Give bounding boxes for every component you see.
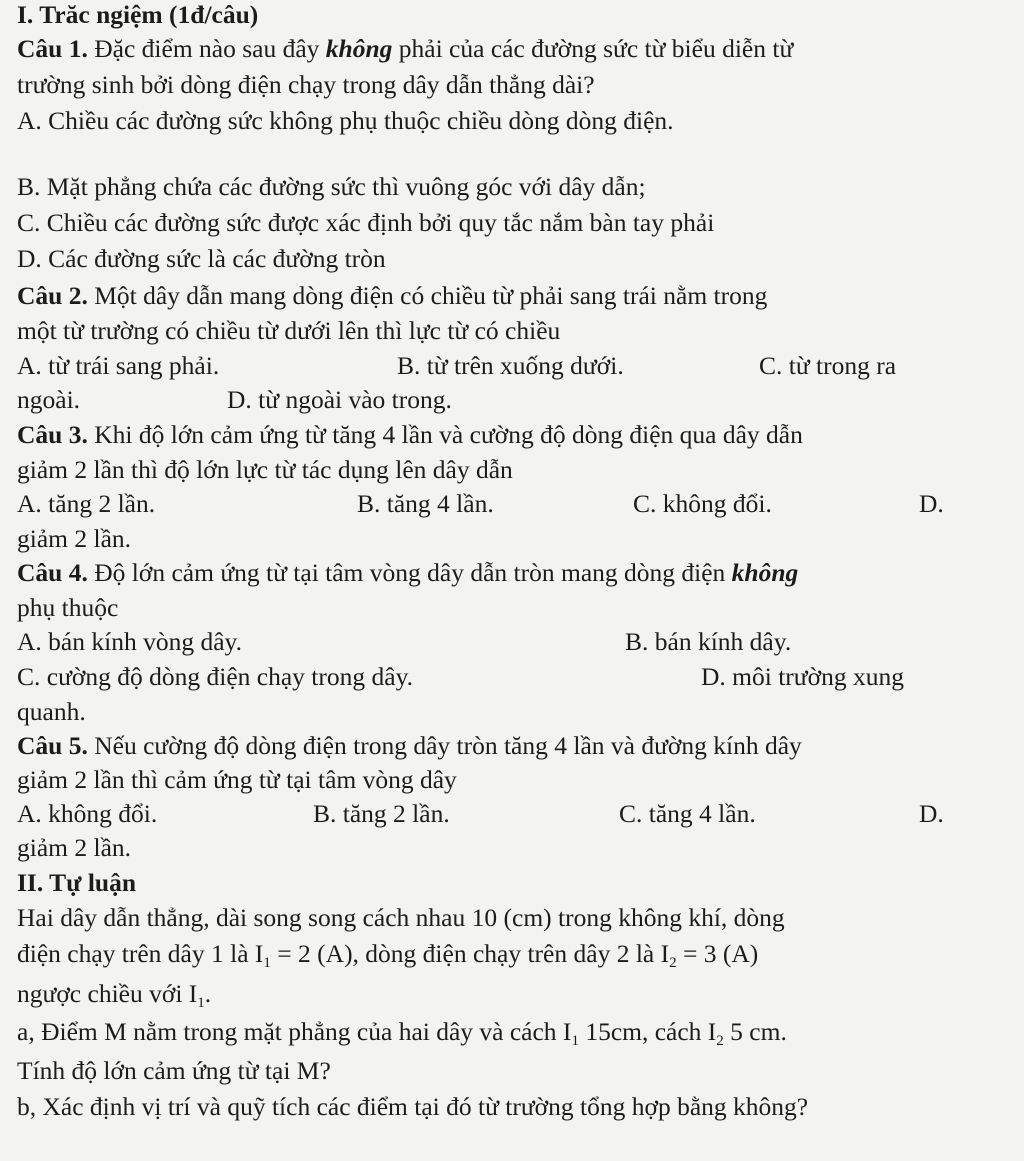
q1-option-b: B. Mặt phẳng chứa các đường sức thì vuông góc với dây dẫn; xyxy=(17,172,646,201)
section2-p2-b: = 2 (A), dòng điện chạy trên dây 2 là I xyxy=(270,939,670,968)
q1-stem xyxy=(17,34,954,64)
q4-option-a: A. bán kính vòng dây. xyxy=(17,627,242,656)
q3-option-a: A. tăng 2 lần. xyxy=(17,489,156,518)
part-b: b, Xác định vị trí và quỹ tích các điểm tại đó từ trường tổng hợp bằng không? xyxy=(17,1092,809,1121)
current-2-subscript: 2 xyxy=(669,955,677,971)
q1-emphasis: không xyxy=(325,34,393,63)
q2-option-b: B. từ trên xuống dưới. xyxy=(397,351,624,380)
q2-stem-line2: một từ trường có chiều từ dưới lên thì lực từ có chiều xyxy=(17,316,561,345)
section2-p3-a: ngược chiều với I xyxy=(17,979,198,1008)
q4-stem xyxy=(17,558,954,588)
q3-stem-line2: giảm 2 lần thì độ lớn lực từ tác dụng lên dây dẫn xyxy=(17,455,513,484)
q1-option-c: C. Chiều các đường sức được xác định bởi quy tắc nắm bàn tay phải xyxy=(17,208,715,237)
q2-option-c: C. từ trong ra xyxy=(759,351,897,380)
section1-title: I. Trăc ngiệm (1đ/câu) xyxy=(17,0,259,29)
part-a-text-b: 15cm, cách I xyxy=(578,1017,717,1046)
q2-stem xyxy=(17,281,954,311)
section2-p2 xyxy=(17,939,954,969)
q4-option-b: B. bán kính dây. xyxy=(625,627,792,656)
q5-stem-line2: giảm 2 lần thì cảm ứng từ tại tâm vòng dây xyxy=(17,765,457,794)
q5-stem-line1: Nếu cường độ dòng điện trong dây tròn tăng 4 lần và đường kính dây xyxy=(87,731,802,760)
q5-label: Câu 5. xyxy=(17,731,88,760)
q1-stem-b: phải của các đường sức từ biểu diễn từ xyxy=(392,34,794,63)
q5-option-a: A. không đổi. xyxy=(17,799,158,828)
q2-option-a: A. từ trái sang phải. xyxy=(17,351,220,380)
part-a xyxy=(17,1017,954,1047)
section2-p2-c: = 3 (A) xyxy=(676,939,759,968)
q5-option-c: C. tăng 4 lần. xyxy=(619,799,756,828)
q4-option-d: D. môi trường xung xyxy=(701,662,904,691)
q2-option-d: D. từ ngoài vào trong. xyxy=(227,385,452,414)
q1-stem-line2: trường sinh bởi dòng điện chạy trong dây dẫn thẳng dài? xyxy=(17,70,595,99)
current-1-subscript: 1 xyxy=(571,1033,579,1049)
section2-p3 xyxy=(17,979,954,1009)
q4-option-d-cont: quanh. xyxy=(17,697,86,726)
q4-label: Câu 4. xyxy=(17,558,88,587)
q3-option-c: C. không đổi. xyxy=(633,489,772,518)
current-2-subscript: 2 xyxy=(716,1033,724,1049)
part-a-text-c: 5 cm. xyxy=(723,1017,787,1046)
q5-option-d: D. xyxy=(919,799,944,828)
q4-stem-line2: phụ thuộc xyxy=(17,593,119,622)
q3-stem-line1: Khi độ lớn cảm ứng từ tăng 4 lần và cường độ dòng điện qua dây dẫn xyxy=(87,420,803,449)
q3-label: Câu 3. xyxy=(17,420,88,449)
q3-option-d-cont: giảm 2 lần. xyxy=(17,524,132,553)
q4-stem-a: Độ lớn cảm ứng từ tại tâm vòng dây dẫn tròn mang dòng điện xyxy=(87,558,732,587)
part-a-text-a: a, Điểm M nằm trong mặt phẳng của hai dây và cách I xyxy=(17,1017,572,1046)
q5-stem xyxy=(17,731,954,761)
q2-stem-line1: Một dây dẫn mang dòng điện có chiều từ phải sang trái nằm trong xyxy=(87,281,768,310)
q2-label: Câu 2. xyxy=(17,281,88,310)
q3-stem xyxy=(17,420,954,450)
q5-option-b: B. tăng 2 lần. xyxy=(313,799,450,828)
section2-p2-a: điện chạy trên dây 1 là I xyxy=(17,939,264,968)
q3-option-b: B. tăng 4 lần. xyxy=(357,489,494,518)
section2-p3-b: . xyxy=(204,979,212,1008)
q2-option-c-cont: ngoài. xyxy=(17,385,81,414)
section2-title: II. Tự luận xyxy=(17,868,137,897)
current-1-subscript: 1 xyxy=(197,995,205,1011)
q3-option-d: D. xyxy=(919,489,944,518)
current-1-subscript: 1 xyxy=(263,955,271,971)
q1-label: Câu 1. xyxy=(17,34,88,63)
part-a-question: Tính độ lớn cảm ứng từ tại M? xyxy=(17,1056,331,1085)
q1-stem-a: Đặc điểm nào sau đây xyxy=(87,34,326,63)
q1-option-a: A. Chiều các đường sức không phụ thuộc chiều dòng dòng điện. xyxy=(17,106,674,135)
q1-option-d: D. Các đường sức là các đường tròn xyxy=(17,244,386,273)
q5-option-d-cont: giảm 2 lần. xyxy=(17,833,132,862)
section2-p1: Hai dây dẫn thẳng, dài song song cách nhau 10 (cm) trong không khí, dòng xyxy=(17,903,785,932)
q4-emphasis: không xyxy=(731,558,799,587)
q4-option-c: C. cường độ dòng điện chạy trong dây. xyxy=(17,662,414,691)
